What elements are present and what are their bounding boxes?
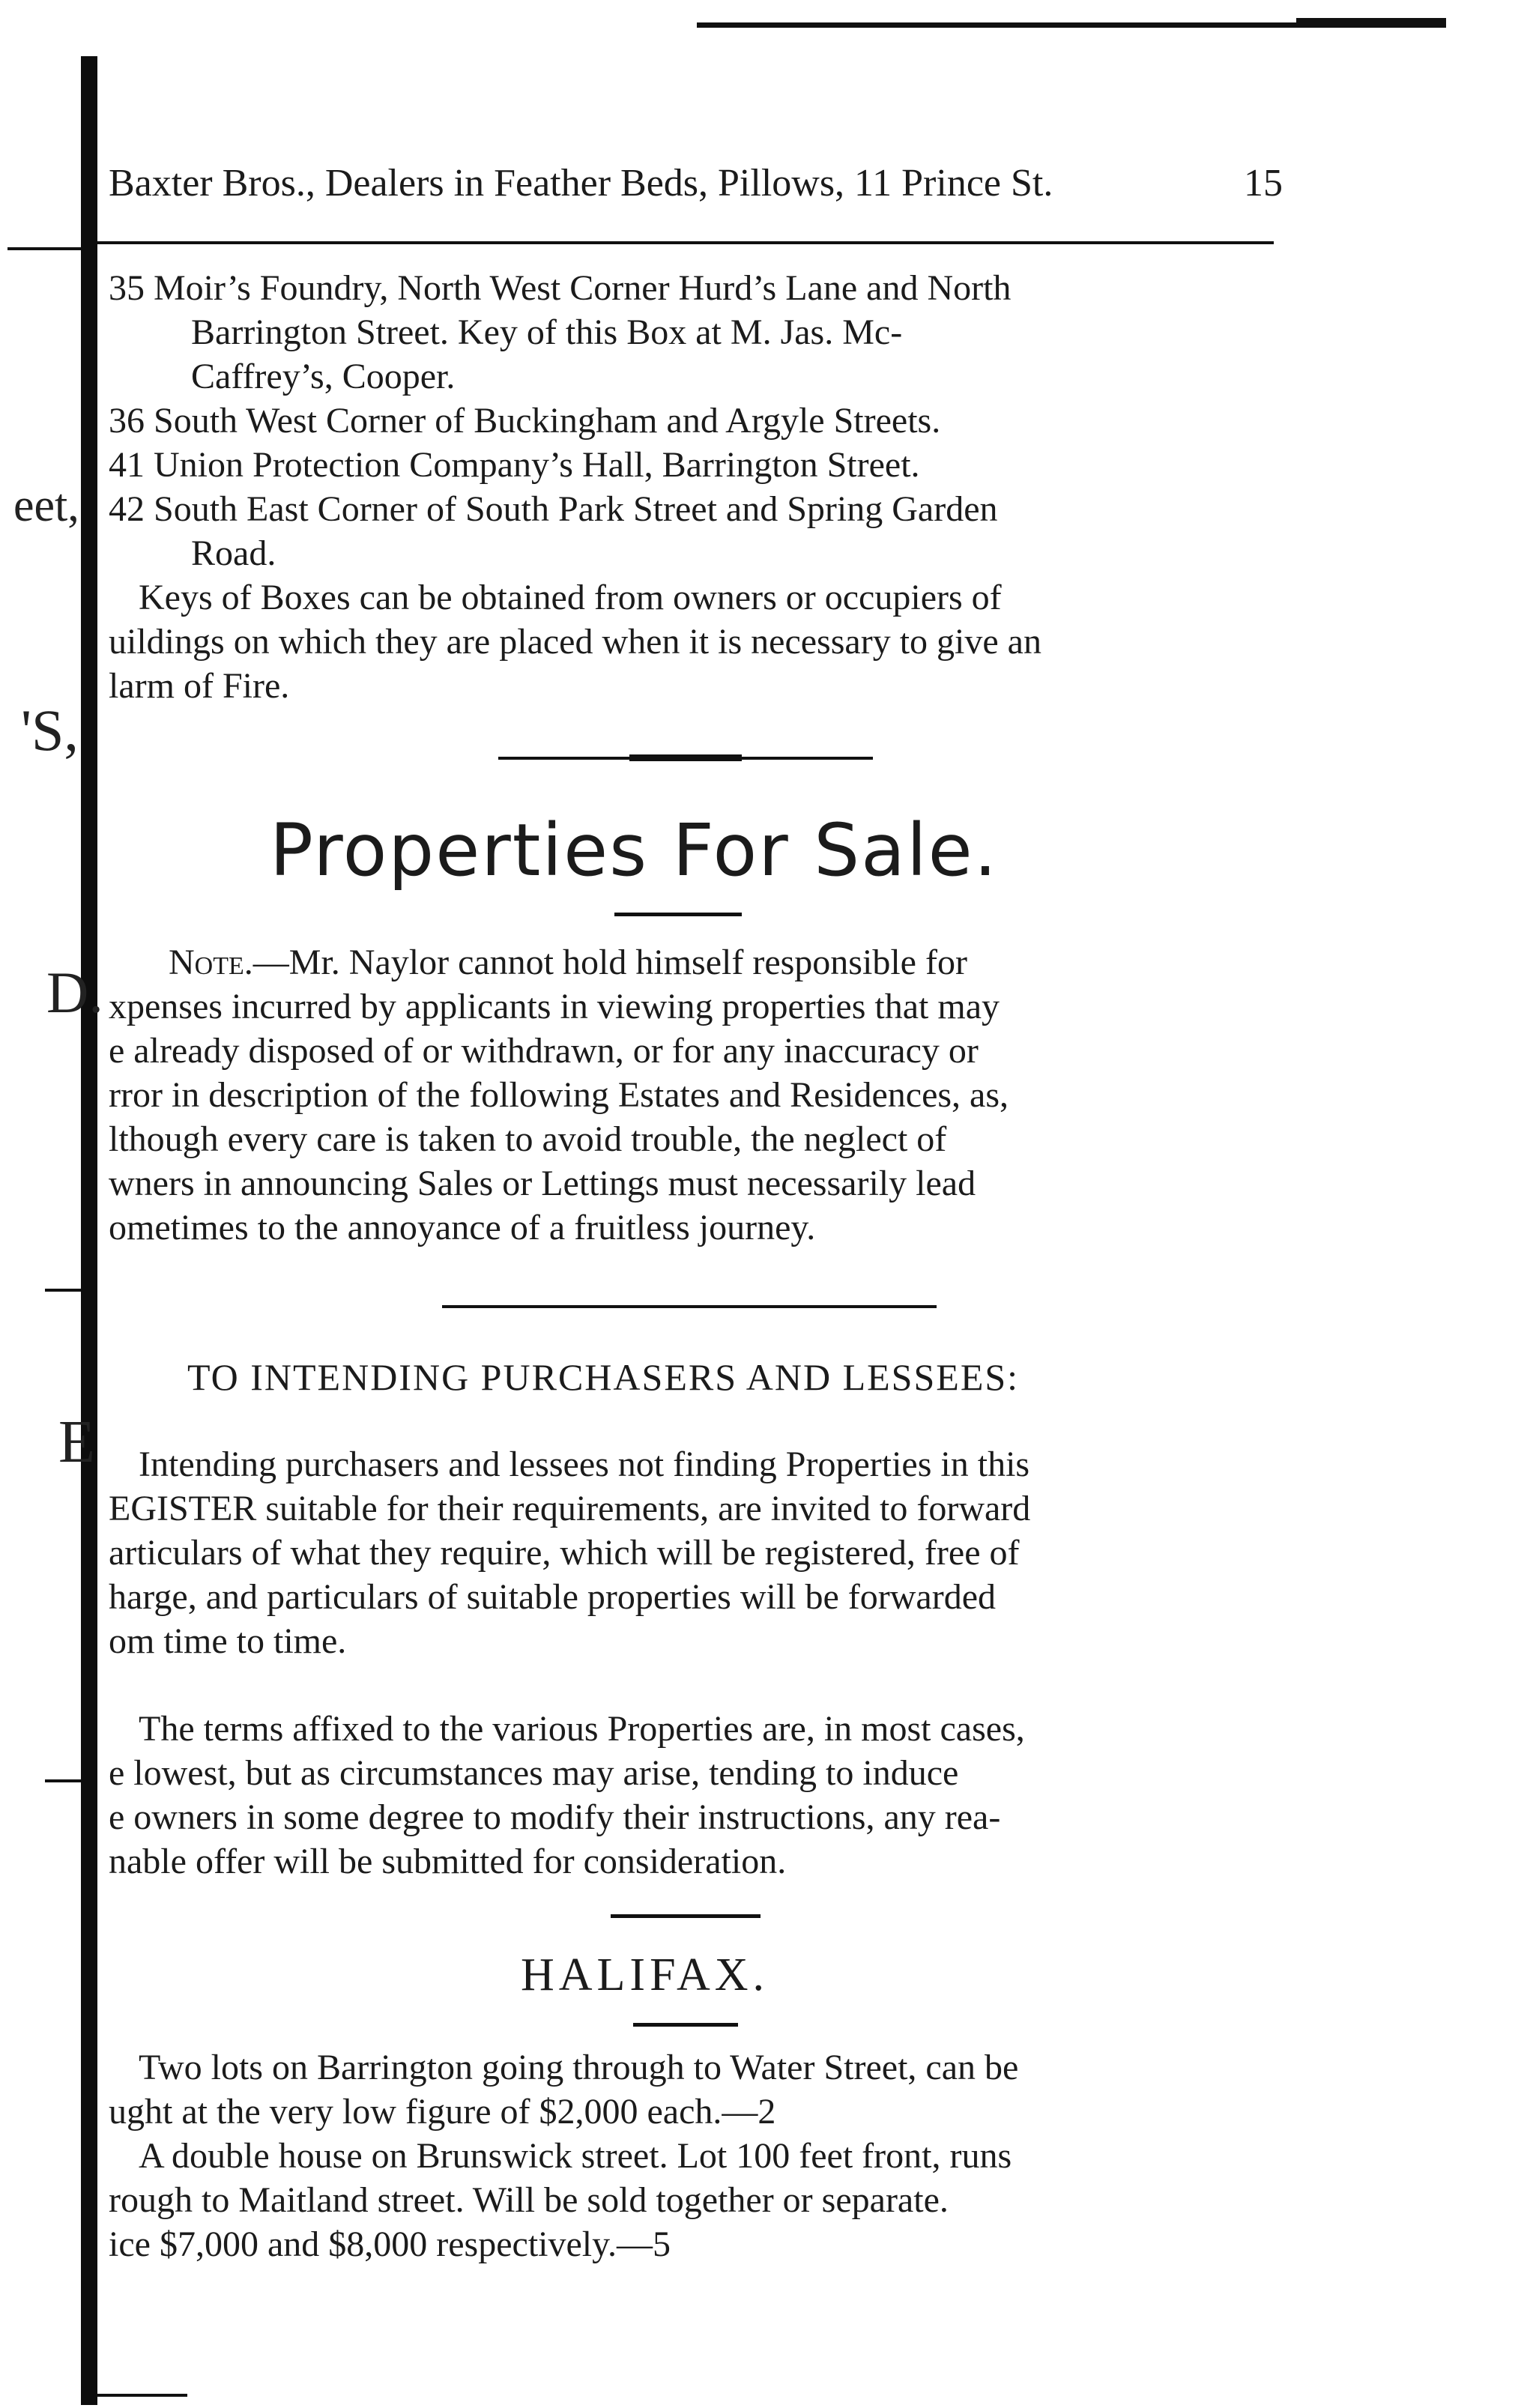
margin-rule (7, 247, 81, 250)
keys-note (109, 575, 1285, 708)
listing-line: ice $7,000 and $8,000 respectively.—5 (109, 2224, 671, 2264)
intending-line: EGISTER suitable for their requirements, are invited to forward (109, 1489, 1031, 1528)
alarm-box-entry: 35 Moir’s Foundry, North West Corner Hurd’s Lane and North (109, 268, 1012, 308)
margin-rule (45, 1779, 81, 1782)
binding-gutter (81, 56, 97, 2405)
halifax-heading: HALIFAX. (521, 1949, 769, 2000)
halifax-underline (633, 2023, 738, 2027)
intending-line: The terms affixed to the various Properties are, in most cases, (139, 1709, 1025, 1749)
alarm-box-entry-cont: Caffrey’s, Cooper. (191, 357, 456, 396)
section-divider (611, 1914, 761, 1918)
section-divider-swell (629, 754, 742, 761)
section-divider (442, 1305, 937, 1308)
page-number: 15 (1244, 162, 1283, 205)
keys-note-line: uildings on which they are placed when it is necessary to give an (109, 622, 1041, 662)
margin-fragment: E (58, 1409, 95, 1475)
disclaimer-line: wners in announcing Sales or Lettings must necessarily lead (109, 1164, 976, 1203)
intending-line: e owners in some degree to modify their instructions, any rea- (109, 1797, 1001, 1837)
properties-title: Properties For Sale. (270, 808, 999, 892)
intending-line: harge, and particulars of suitable properties will be forwarded (109, 1577, 997, 1617)
alarm-box-entry: 41 Union Protection Company’s Hall, Barrington Street. (109, 445, 920, 485)
margin-fragment: D. (46, 960, 103, 1025)
intending-line: om time to time. (109, 1621, 347, 1661)
alarm-box-entry: 36 South West Corner of Buckingham and Argyle Streets. (109, 401, 941, 441)
intending-line: nable offer will be submitted for consideration. (109, 1842, 787, 1881)
intending-paragraph-2 (109, 1707, 1285, 1884)
keys-note-line: larm of Fire. (109, 666, 290, 706)
listing-line: rough to Maitland street. Will be sold together or separate. (109, 2180, 949, 2220)
listing-line: Two lots on Barrington going through to Water Street, can be (139, 2048, 1019, 2087)
alarm-box-entry-cont: Road. (191, 533, 276, 573)
intending-line: e lowest, but as circumstances may arise, tending to induce (109, 1753, 959, 1793)
intending-heading: TO INTENDING PURCHASERS AND LESSEES: (187, 1356, 1020, 1398)
alarm-box-entry: 42 South East Corner of South Park Street and Spring Garden (109, 489, 998, 529)
intending-line: articulars of what they require, which will be registered, free of (109, 1533, 1020, 1573)
running-head: Baxter Bros., Dealers in Feather Beds, Pillows, 11 Prince St. (109, 162, 1053, 205)
disclaimer-note (109, 940, 1285, 1250)
margin-fragment: eet, (13, 480, 79, 531)
disclaimer-line: lthough every care is taken to avoid trouble, the neglect of (109, 1119, 947, 1159)
top-rule-thick-end (1296, 18, 1446, 28)
alarm-box-list (109, 266, 1285, 575)
intending-paragraph-1 (109, 1442, 1285, 1663)
bottom-rule (97, 2394, 187, 2397)
alarm-box-entry-cont: Barrington Street. Key of this Box at M. Jas. Mc- (191, 312, 903, 352)
listing-line: A double house on Brunswick street. Lot 100 feet front, runs (139, 2136, 1012, 2176)
intending-line: Intending purchasers and lessees not finding Properties in this (139, 1445, 1030, 1484)
disclaimer-line: ometimes to the annoyance of a fruitless journey. (109, 1208, 816, 1247)
disclaimer-line: Note.—Mr. Naylor cannot hold himself responsible for (169, 943, 967, 982)
margin-fragment: 'S, (21, 698, 79, 763)
disclaimer-line: e already disposed of or withdrawn, or for any inaccuracy or (109, 1031, 979, 1071)
margin-rule (45, 1289, 81, 1292)
disclaimer-line: xpenses incurred by applicants in viewing properties that may (109, 987, 1000, 1026)
listing-line: ught at the very low figure of $2,000 each.—2 (109, 2092, 776, 2132)
note-label: Note. (169, 943, 253, 982)
title-underline (614, 913, 742, 916)
header-rule (97, 241, 1274, 244)
halifax-listings (109, 2045, 1285, 2266)
disclaimer-line: rror in description of the following Estates and Residences, as, (109, 1075, 1009, 1115)
keys-note-line: Keys of Boxes can be obtained from owners or occupiers of (139, 578, 1002, 617)
